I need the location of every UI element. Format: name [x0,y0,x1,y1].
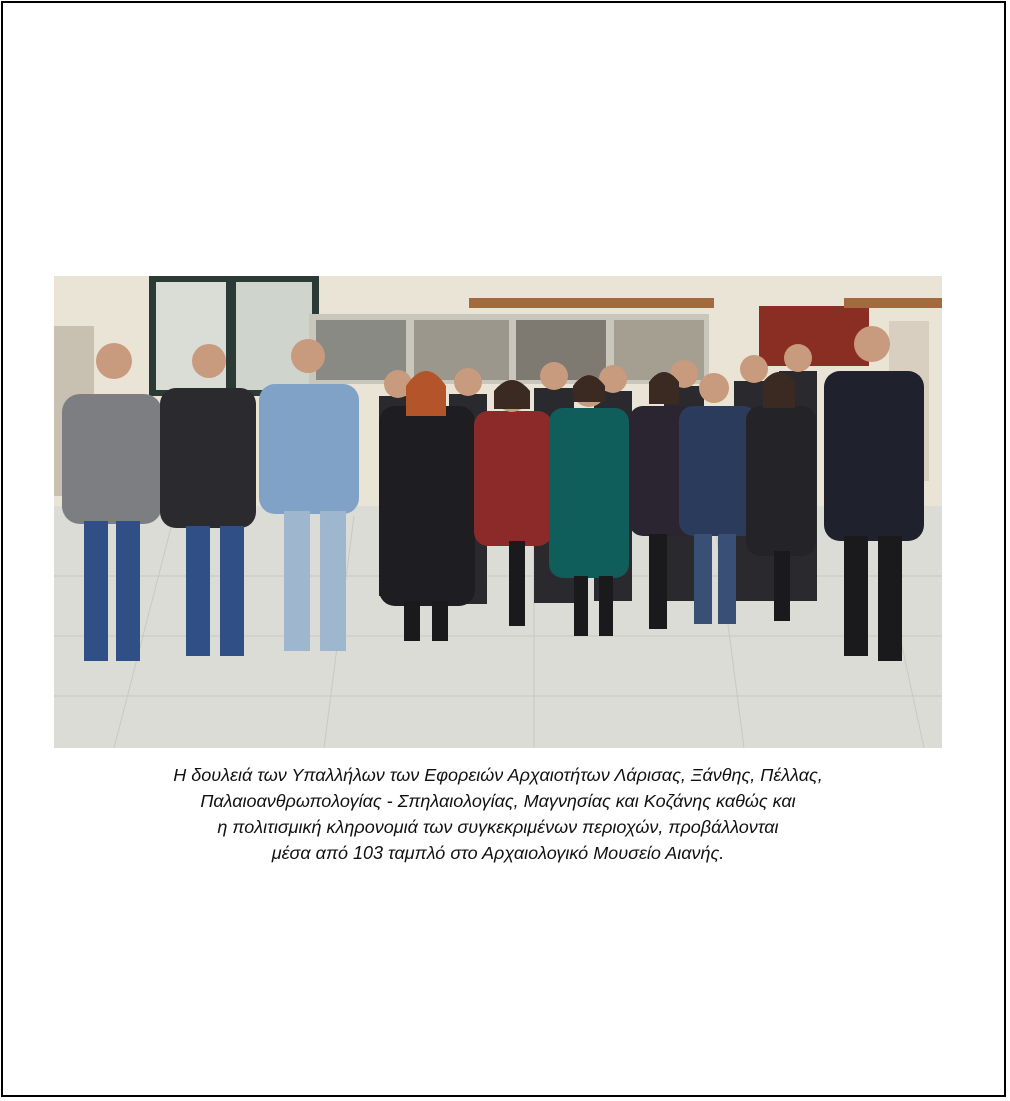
group-photo-illustration [54,276,942,748]
caption-line-2: Παλαιοανθρωπολογίας - Σπηλαιολογίας, Μαγνησίας και Κοζάνης καθώς και [200,791,796,811]
page-frame [1,1,1006,1097]
group-photo [54,276,942,748]
caption-line-4: μέσα από 103 ταμπλό στο Αρχαιολογικό Μουσείο Αιανής. [271,843,725,863]
caption-line-3: η πολιτισμική κληρονομιά των συγκεκριμένων περιοχών, προβάλλονται [217,817,779,837]
photo-caption [54,762,942,866]
caption-line-1: Η δουλειά των Υπαλλήλων των Εφορειών Αρχαιοτήτων Λάρισας, Ξάνθης, Πέλλας, [173,765,823,785]
